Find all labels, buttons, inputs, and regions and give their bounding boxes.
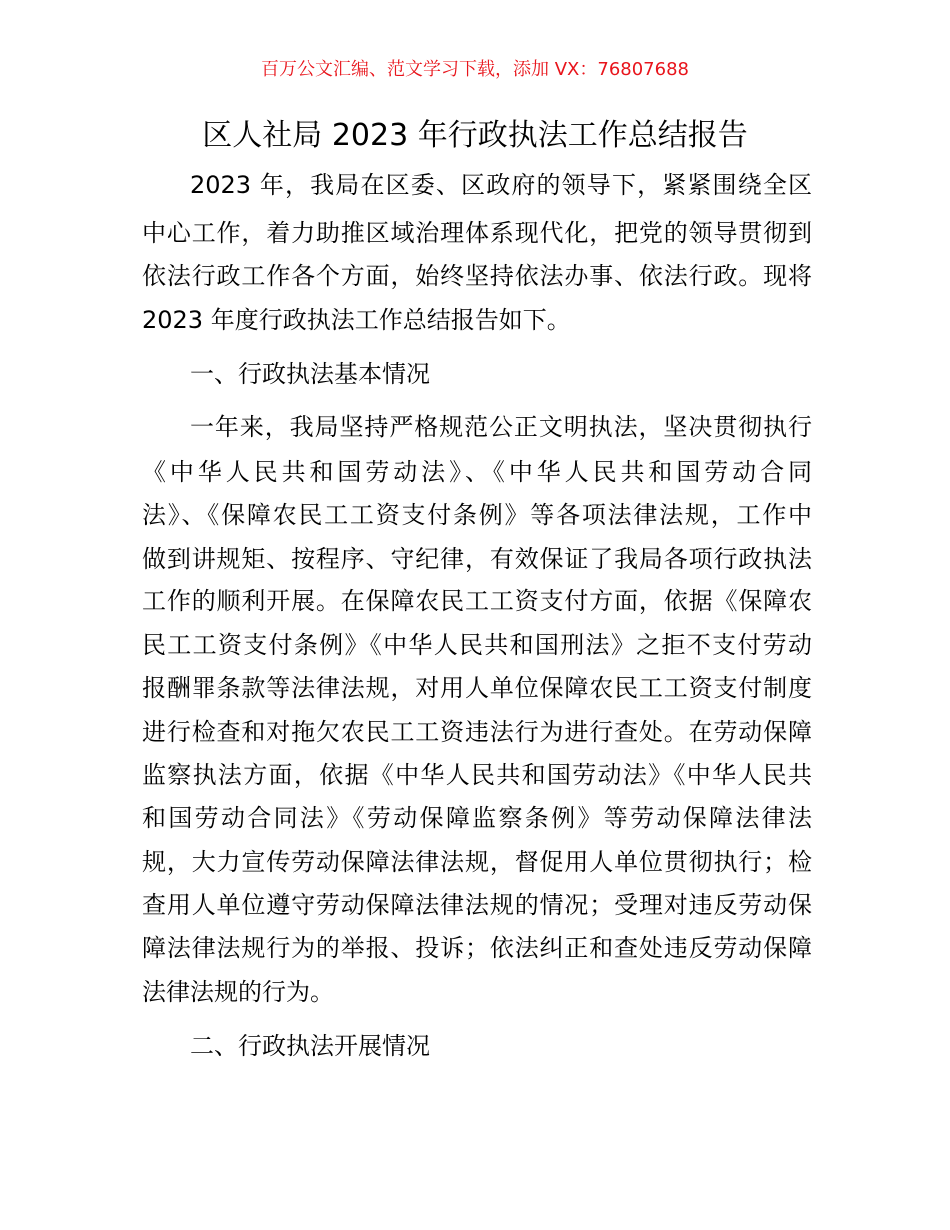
- paragraph-line: 做到讲规矩、按程序、守纪律，有效保证了我局各项行政执法: [142, 545, 812, 573]
- paragraph-line: 法》、《保障农民工工资支付条例》等各项法律法规，工作中: [142, 501, 812, 529]
- intro-line: 依法行政工作各个方面，始终坚持依法办事、依法行政。现将: [142, 262, 812, 290]
- document-title: 区人社局 2023 年行政执法工作总结报告: [202, 118, 748, 153]
- paragraph-line: 进行检查和对拖欠农民工工资违法行为进行查处。在劳动保障: [142, 718, 812, 746]
- intro-line: 2023 年，我局在区委、区政府的领导下，紧紧围绕全区: [190, 171, 812, 199]
- intro-line: 2023 年度行政执法工作总结报告如下。: [142, 306, 571, 334]
- watermark-banner: 百万公文汇编、范文学习下载，添加 VX：76807688: [261, 59, 689, 80]
- paragraph-line: 法律法规的行为。: [142, 978, 334, 1006]
- intro-line: 中心工作，着力助推区域治理体系现代化，把党的领导贯彻到: [142, 219, 812, 247]
- section-heading: 一、行政执法基本情况: [190, 360, 430, 388]
- paragraph-line: 工作的顺利开展。在保障农民工工资支付方面，依据《保障农: [142, 587, 812, 615]
- paragraph-line: 查用人单位遵守劳动保障法律法规的情况；受理对违反劳动保: [142, 891, 812, 919]
- paragraph-line: 《中华人民共和国劳动法》、《中华人民共和国劳动合同: [142, 458, 812, 486]
- paragraph-line: 一年来，我局坚持严格规范公正文明执法，坚决贯彻执行: [190, 413, 812, 441]
- paragraph-line: 和国劳动合同法》《劳动保障监察条例》等劳动保障法律法: [142, 804, 812, 832]
- paragraph-line: 民工工资支付条例》《中华人民共和国刑法》之拒不支付劳动: [142, 631, 812, 659]
- paragraph-line: 监察执法方面，依据《中华人民共和国劳动法》《中华人民共: [142, 761, 812, 789]
- paragraph-line: 报酬罪条款等法律法规，对用人单位保障农民工工资支付制度: [142, 674, 812, 702]
- paragraph-line: 规，大力宣传劳动保障法律法规，督促用人单位贯彻执行；检: [142, 848, 812, 876]
- paragraph-line: 障法律法规行为的举报、投诉；依法纠正和查处违反劳动保障: [142, 934, 812, 962]
- section-heading: 二、行政执法开展情况: [190, 1032, 430, 1060]
